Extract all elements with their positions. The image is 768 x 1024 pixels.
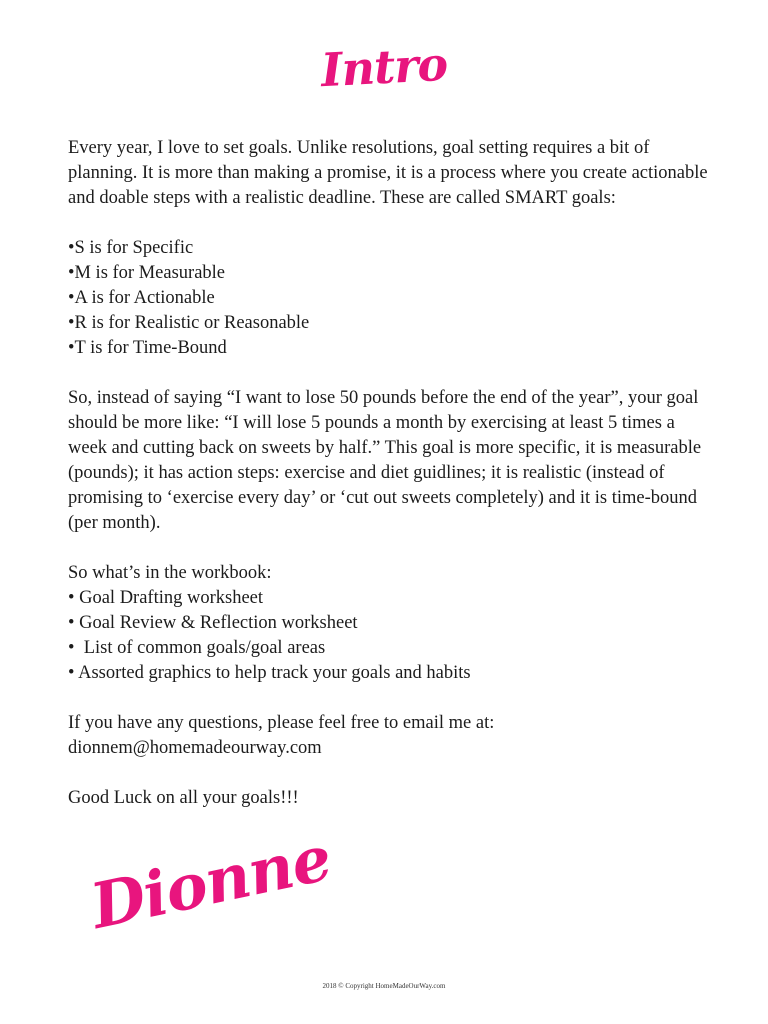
smart-item-s: •S is for Specific [68, 238, 194, 258]
workbook-item: • Goal Drafting worksheet [68, 588, 264, 608]
intro-paragraph: Every year, I love to set goals. Unlike resolutions, goal setting requires a bit of planning. It is more than making a promise, it is a process where you create actionable and doable steps with a realistic deadline. These are called SMART goals: [68, 138, 708, 208]
workbook-item: • Goal Review & Reflection worksheet [68, 613, 358, 633]
document-body [68, 136, 708, 811]
example-paragraph: So, instead of saying “I want to lose 50 pounds before the end of the year”, your goal should be more like: “I will lose 5 pounds a month by exercising at least 5 times a week and cutting back on sweets by half.” This goal is more specific, it is measurable (pounds); it has action steps: exercise and diet guidlines; it is realistic (instead of promising to ‘exercise every day’ or ‘cut out sweets completely) and it is time-bound (per month). [68, 388, 702, 533]
workbook-item: • Assorted graphics to help track your goals and habits [68, 663, 471, 683]
spacer [68, 211, 708, 236]
workbook-item: • List of common goals/goal areas [68, 638, 326, 658]
smart-item-t: •T is for Time-Bound [68, 338, 227, 358]
spacer [68, 686, 708, 711]
contact-line: If you have any questions, please feel free to email me at: [68, 713, 495, 733]
smart-item-r: •R is for Realistic or Reasonable [68, 313, 310, 333]
closing-line: Good Luck on all your goals!!! [68, 788, 299, 808]
spacer [68, 536, 708, 561]
workbook-list [68, 586, 708, 686]
copyright-footer: 2018 © Copyright HomeMadeOurWay.com [322, 982, 446, 990]
spacer [68, 361, 708, 386]
smart-item-m: •M is for Measurable [68, 263, 226, 283]
spacer [68, 761, 708, 786]
smart-item-a: •A is for Actionable [68, 288, 215, 308]
workbook-heading: So what’s in the workbook: [68, 563, 272, 583]
signature: Dionne [84, 821, 337, 943]
page-title: Intro [319, 36, 449, 98]
smart-list [68, 236, 708, 361]
contact-email: dionnem@homemadeourway.com [68, 738, 322, 758]
